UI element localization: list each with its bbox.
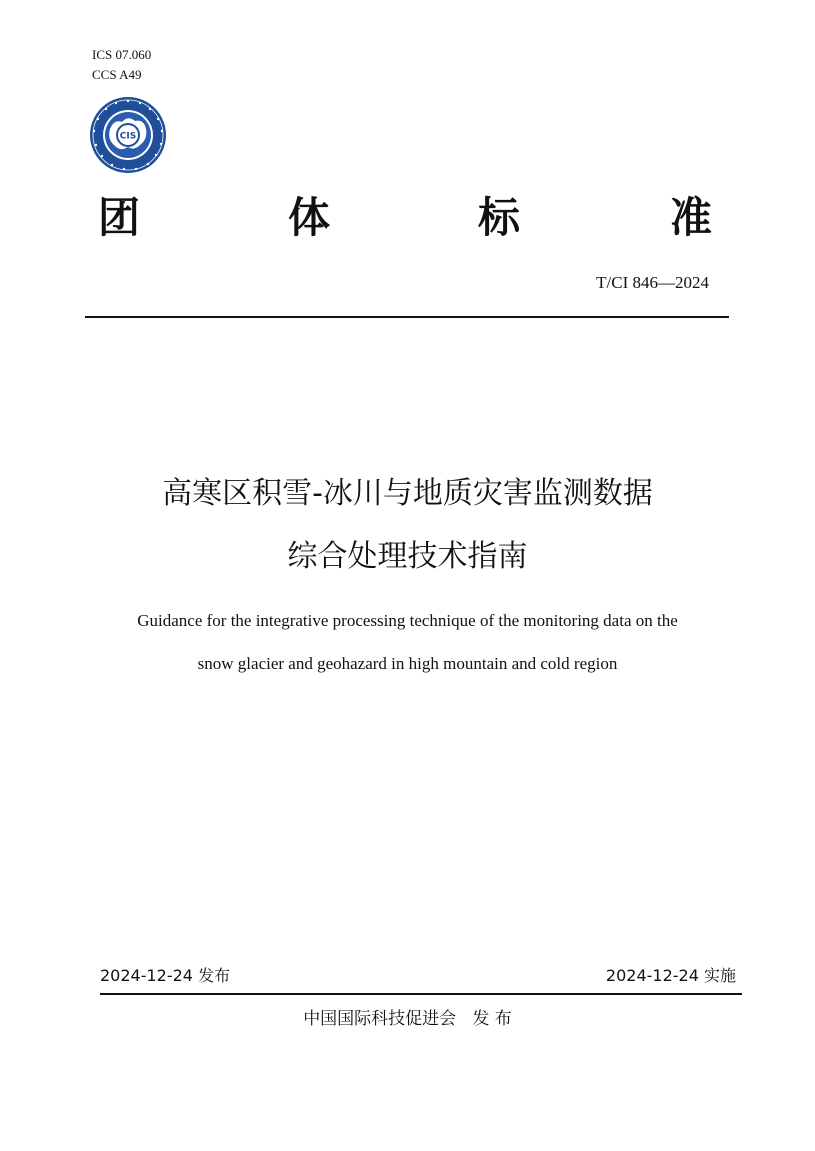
- header-divider: [85, 316, 729, 318]
- release-date: 2024-12-24 发布: [100, 966, 231, 985]
- title-chinese-line-2: 综合处理技术指南: [287, 539, 528, 574]
- category-char-1: 团: [98, 193, 141, 242]
- title-english-line-2: snow glacier and geohazard in high mountain and cold region: [197, 654, 618, 673]
- category-char-4: 准: [670, 193, 713, 242]
- footer-divider: [100, 993, 742, 995]
- seal-center-text: CIS: [119, 131, 137, 142]
- standard-number: T/CI 846—2024: [596, 273, 709, 292]
- category-char-3: 标: [478, 193, 521, 242]
- organization-seal-icon: [88, 95, 168, 175]
- title-english-line-1: Guidance for the integrative processing technique of the monitoring data on the: [137, 611, 678, 630]
- title-chinese-line-1: 高寒区积雪-冰川与地质灾害监测数据: [162, 476, 653, 511]
- implementation-date: 2024-12-24 实施: [605, 966, 736, 985]
- ics-code: ICS 07.060: [92, 47, 152, 62]
- publisher: 中国国际科技促进会 发 布: [303, 1009, 512, 1029]
- category-char-2: 体: [288, 193, 331, 242]
- ccs-code: CCS A49: [92, 67, 142, 82]
